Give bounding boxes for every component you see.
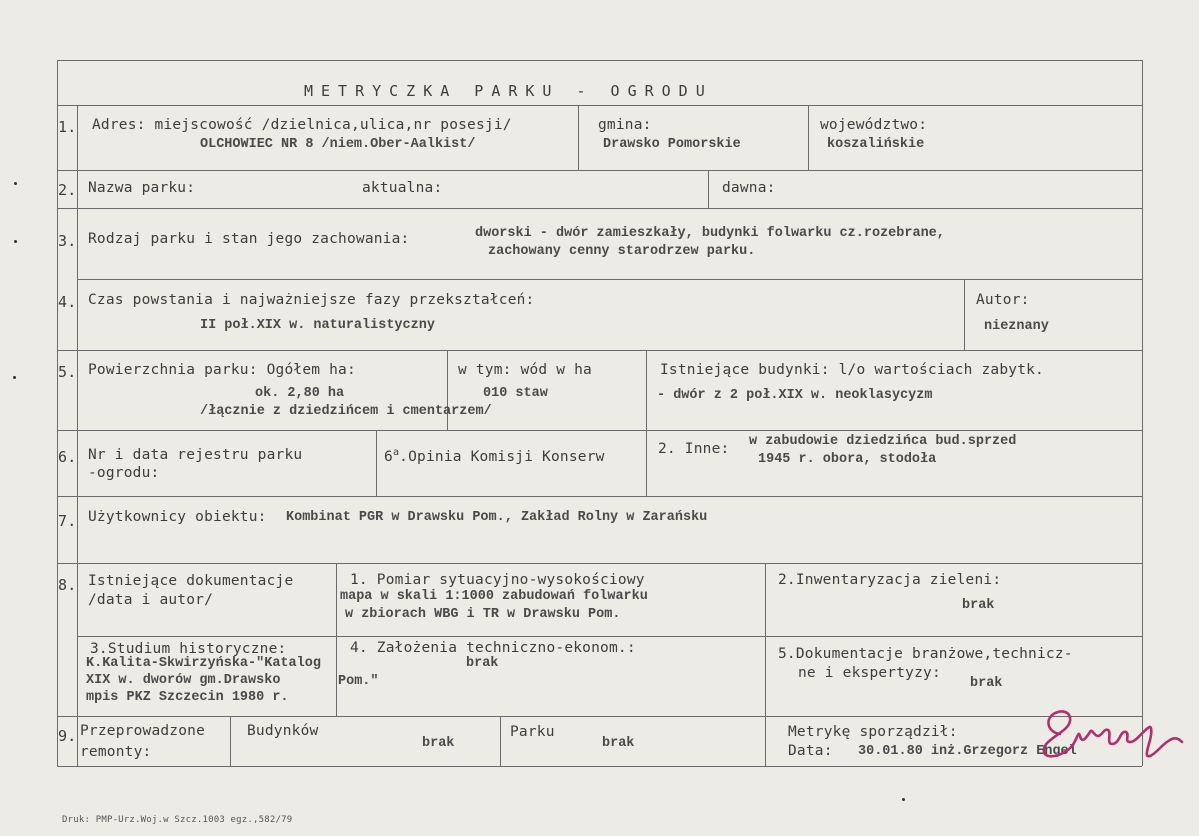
opinion-number: 6 xyxy=(384,448,393,465)
users-label: Użytkownicy obiektu: xyxy=(88,509,267,525)
users-value: Kombinat PGR w Drawsku Pom., Zakład Rolny w Zarańsku xyxy=(286,510,708,525)
park-type-value-1: dworski - dwór zamieszkały, budynki folwarku cz.rozebrane, xyxy=(475,226,945,241)
form-border-right xyxy=(1142,60,1143,766)
repairs-park-label: Parku xyxy=(510,724,555,740)
other-label: 2. Inne: xyxy=(658,441,730,457)
opinion-text: .Opinia Komisji Konserw xyxy=(399,448,605,465)
col-divider xyxy=(376,430,377,496)
repairs-label-2: remonty: xyxy=(80,744,152,760)
tech-value: brak xyxy=(466,656,499,671)
col-divider xyxy=(964,279,965,350)
area-value-1: ok. 2,80 ha xyxy=(255,386,345,401)
form-border-top xyxy=(57,60,1142,61)
repairs-label-1: Przeprowadzone xyxy=(80,723,206,739)
park-type-value-2: zachowany cenny starodrzew parku. xyxy=(488,244,756,259)
form-title: METRYCZKA PARKU - OGRODU xyxy=(304,82,713,100)
history-value-3: mpis PKZ Szczecin 1980 r. xyxy=(86,690,289,705)
col-divider xyxy=(578,105,579,170)
area-label: Powierzchnia parku: Ogółem ha: xyxy=(88,362,356,378)
row-divider xyxy=(57,350,1142,351)
tech-label: 4. Założenia techniczno-ekonom.: xyxy=(350,640,636,656)
form-border-bottom xyxy=(57,766,1142,767)
repairs-buildings-value: brak xyxy=(422,736,455,751)
docs-label-2: /data i autor/ xyxy=(88,592,214,608)
gmina-label: gmina: xyxy=(598,117,652,133)
col-divider xyxy=(708,170,709,208)
address-label: Adres: miejscowość /dzielnica,ulica,nr posesji/ xyxy=(92,117,512,133)
creation-period-value: II poł.XIX w. naturalistyczny xyxy=(200,318,435,333)
survey-label: 1. Pomiar sytuacyjno-wysokościowy xyxy=(350,572,645,588)
branch-docs-value: brak xyxy=(970,676,1003,691)
survey-value-1: mapa w skali 1:1000 zabudowań folwarku xyxy=(340,589,648,604)
col-divider xyxy=(808,105,809,170)
current-name-label: aktualna: xyxy=(362,180,443,196)
col-divider xyxy=(646,350,647,430)
row-number-3: 3. xyxy=(58,232,77,250)
branch-docs-label-1: 5.Dokumentacje branżowe,technicz- xyxy=(778,646,1073,662)
row-divider xyxy=(57,496,1142,497)
other-value-1: w zabudowie dziedzińca bud.sprzed xyxy=(749,434,1017,449)
row-number-7: 7. xyxy=(58,512,77,530)
park-name-label: Nazwa parku: xyxy=(88,180,196,196)
author-value: nieznany xyxy=(984,319,1049,334)
scan-mark xyxy=(902,798,905,801)
row-divider xyxy=(57,430,1142,431)
water-value: 010 staw xyxy=(483,386,548,401)
col-divider xyxy=(500,716,501,766)
area-value-2: /łącznie z dziedzińcem i cmentarzem/ xyxy=(200,404,492,419)
inventory-label: 2.Inwentaryzacja zieleni: xyxy=(778,572,1002,588)
col-divider xyxy=(646,430,647,496)
opinion-superscript: a xyxy=(392,447,400,458)
docs-label-1: Istniejące dokumentacje xyxy=(88,573,294,589)
survey-value-2: w zbiorach WBG i TR w Drawsku Pom. xyxy=(345,607,621,622)
col-divider xyxy=(765,563,766,716)
history-value-1: K.Kalita-Skwirzyńska-"Katalog xyxy=(86,656,321,671)
water-label: w tym: wód w ha xyxy=(458,362,592,378)
former-name-label: dawna: xyxy=(722,180,776,196)
inventory-value: brak xyxy=(962,598,995,613)
row-divider xyxy=(57,208,1142,209)
buildings-value: - dwór z 2 poł.XIX w. neoklasycyzm xyxy=(657,388,933,403)
scan-mark xyxy=(14,182,17,185)
repairs-park-value: brak xyxy=(602,736,635,751)
row-number-4: 4. xyxy=(58,293,77,311)
row-divider xyxy=(57,170,1142,171)
row-number-8: 8. xyxy=(58,576,77,594)
gmina-value: Drawsko Pomorskie xyxy=(603,137,741,152)
print-info: Druk: PMP-Urz.Woj.w Szcz.1003 egz.,582/79 xyxy=(62,815,293,825)
row-number-6: 6. xyxy=(58,448,77,466)
row-divider xyxy=(57,105,1142,106)
repairs-buildings-label: Budynków xyxy=(247,723,319,739)
col-divider xyxy=(336,563,337,716)
address-value: OLCHOWIEC NR 8 /niem.Ober-Aalkist/ xyxy=(200,137,476,152)
number-column-divider xyxy=(77,105,78,766)
row-divider xyxy=(77,636,1142,637)
creation-period-label: Czas powstania i najważniejsze fazy przekształceń: xyxy=(88,292,535,308)
tech-value-2: Pom." xyxy=(338,674,379,689)
registry-label-2: -ogrodu: xyxy=(88,465,160,481)
row-divider xyxy=(57,716,1142,717)
other-value-2: 1945 r. obora, stodoła xyxy=(758,452,937,467)
scan-mark xyxy=(13,376,16,379)
row-number-9: 9. xyxy=(58,727,77,745)
voivodeship-label: województwo: xyxy=(820,117,928,133)
author-label: Autor: xyxy=(976,292,1030,308)
history-label: 3.Studium historyczne: xyxy=(90,641,287,657)
opinion-label xyxy=(384,447,605,465)
handwritten-signature-icon xyxy=(1038,702,1188,766)
registry-label-1: Nr i data rejestru parku xyxy=(88,447,303,463)
voivodeship-value: koszalińskie xyxy=(827,137,925,152)
col-divider xyxy=(230,716,231,766)
row-divider xyxy=(77,279,1142,280)
row-number-1: 1. xyxy=(58,118,77,136)
date-value: 30.01.80 inż.Grzegorz Engel xyxy=(858,744,1077,759)
scan-mark xyxy=(14,240,17,243)
row-divider xyxy=(57,563,1142,564)
date-label: Data: xyxy=(788,743,833,759)
buildings-label: Istniejące budynki: l/o wartościach zabytk. xyxy=(660,362,1044,378)
branch-docs-label-2: ne i ekspertyzy: xyxy=(798,665,941,681)
form-border-left xyxy=(57,60,58,766)
history-value-2: XIX w. dworów gm.Drawsko xyxy=(86,673,281,688)
row-number-2: 2. xyxy=(58,181,77,199)
park-type-label: Rodzaj parku i stan jego zachowania: xyxy=(88,231,410,247)
prepared-by-label: Metrykę sporządził: xyxy=(788,724,958,740)
row-number-5: 5. xyxy=(58,363,77,381)
col-divider xyxy=(765,716,766,766)
